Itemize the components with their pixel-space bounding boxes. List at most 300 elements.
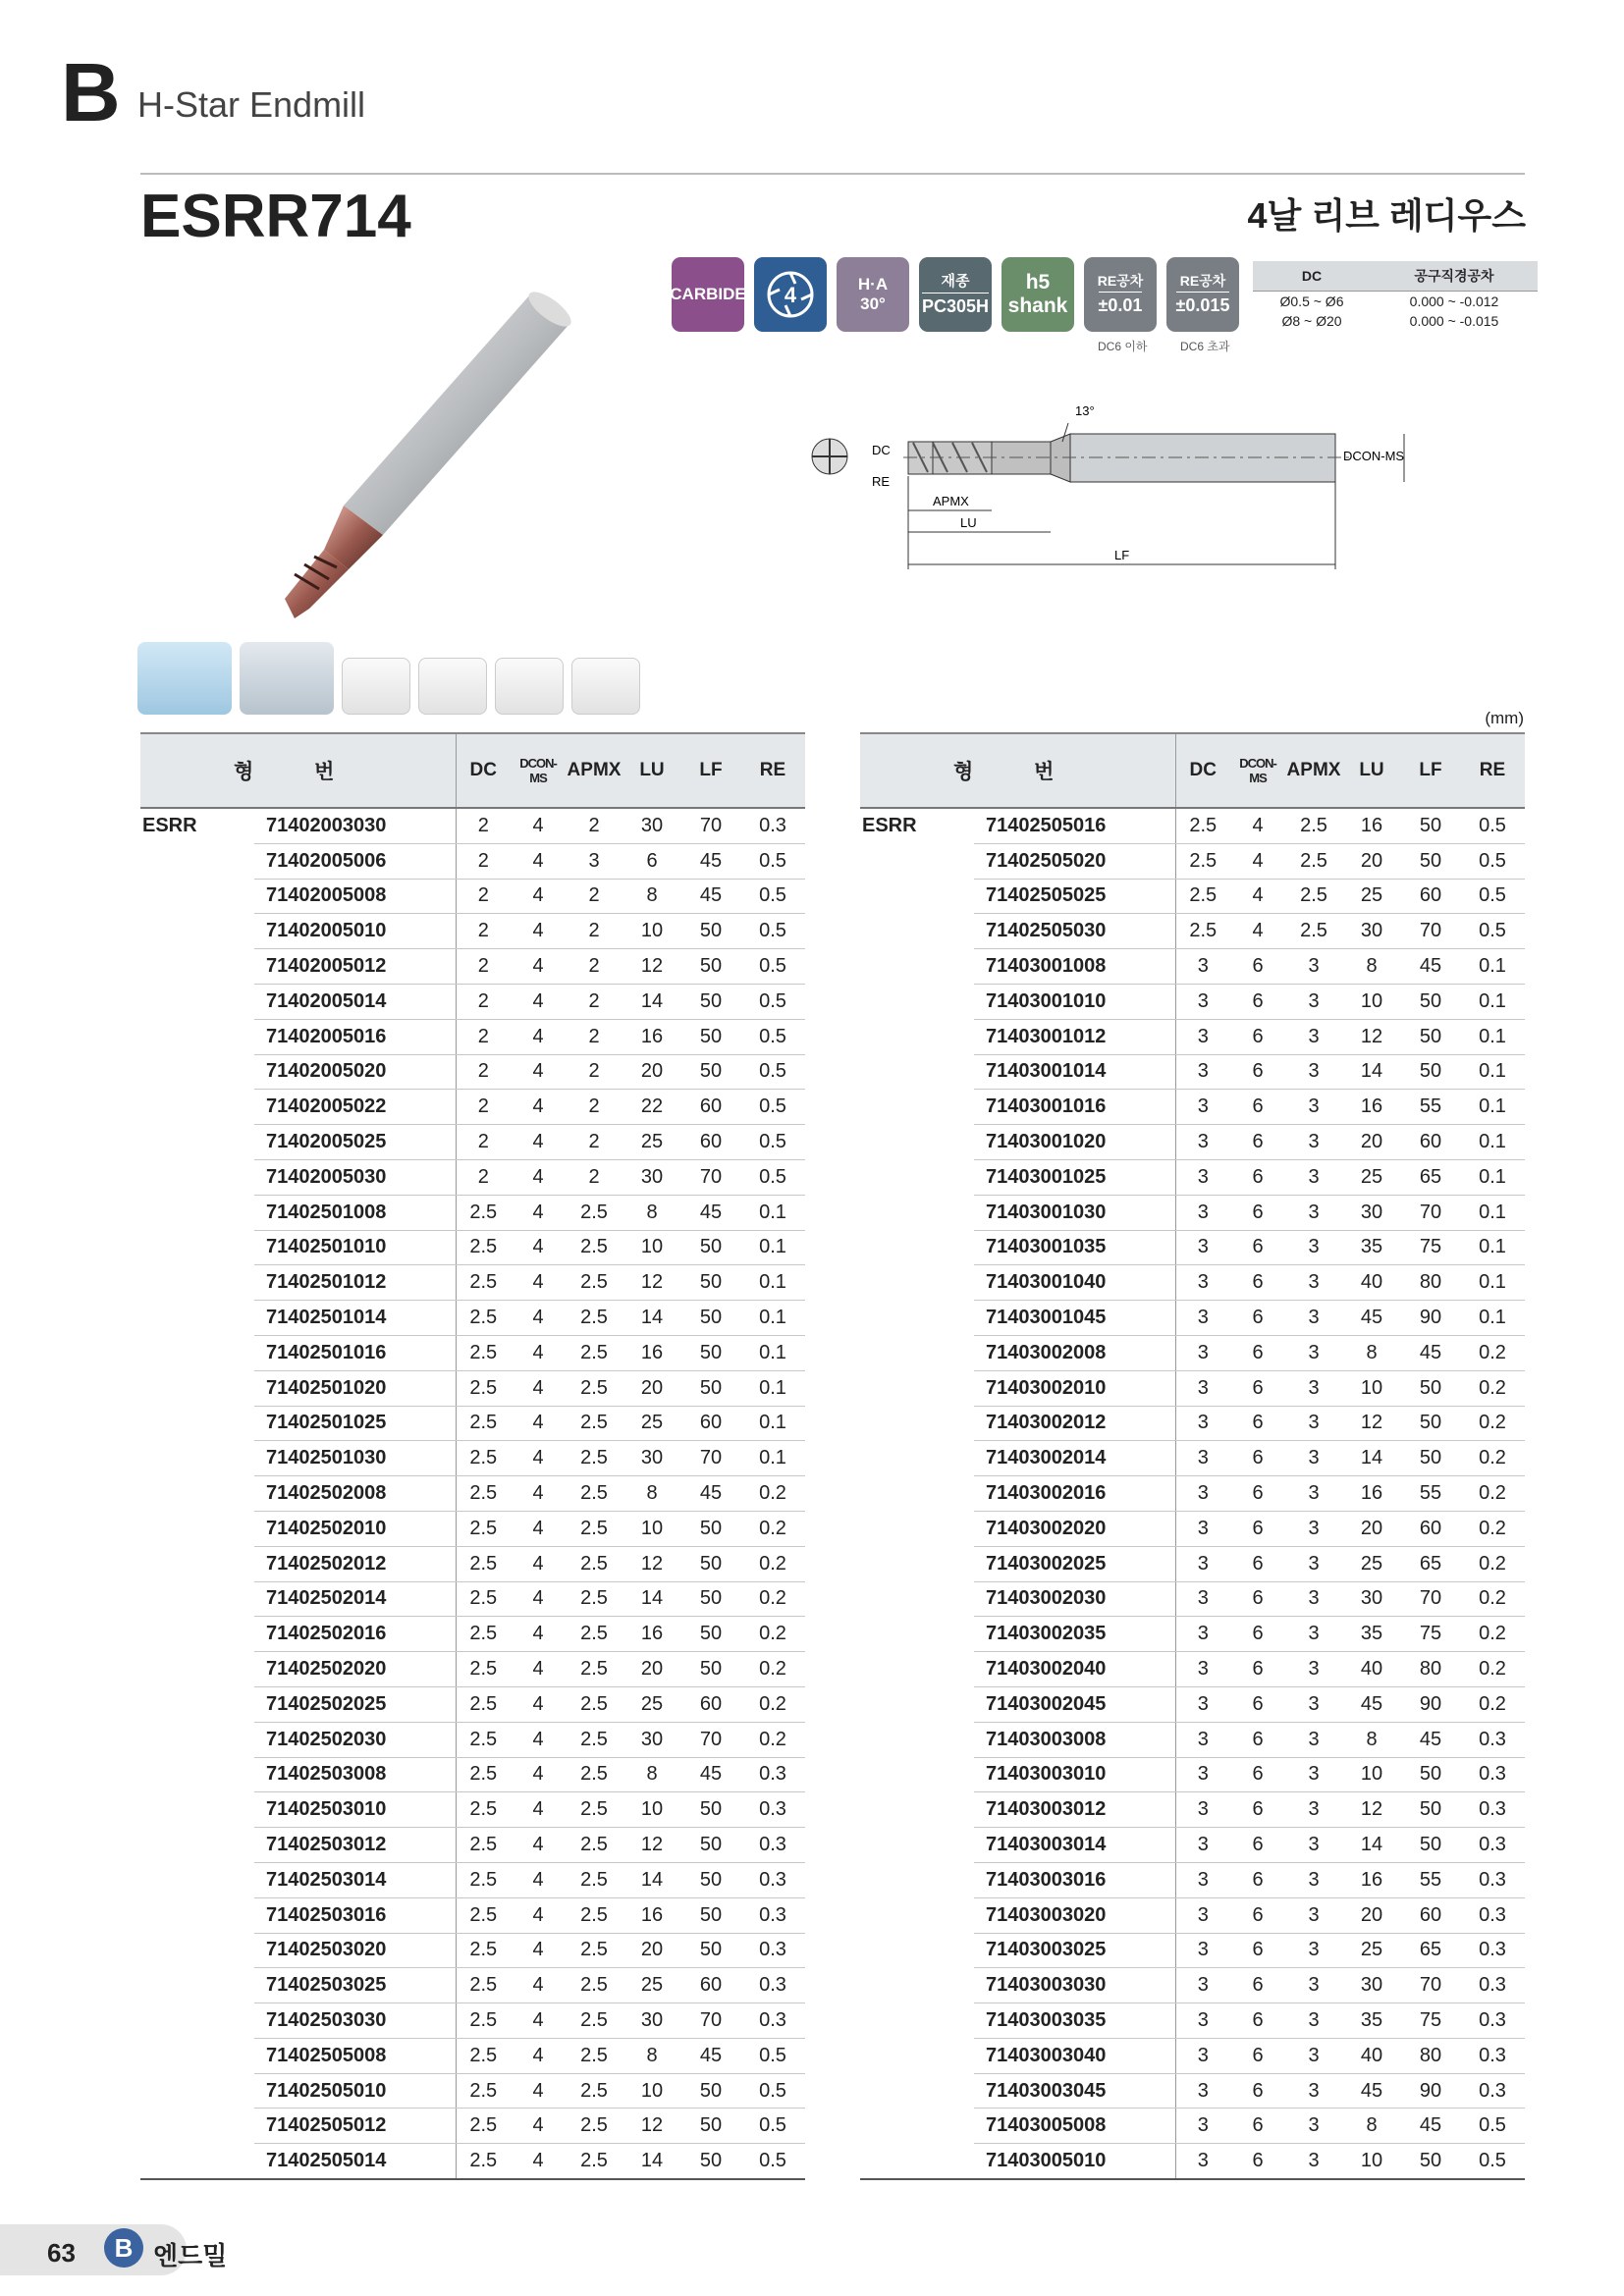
apmx-value: 3: [1285, 1968, 1342, 2003]
lu-value: 12: [623, 1546, 681, 1581]
re-value: 0.2: [740, 1546, 805, 1581]
lf-value: 55: [1401, 1862, 1460, 1897]
lu-value: 30: [623, 808, 681, 843]
lf-value: 60: [681, 1968, 740, 2003]
product-table-right: [860, 732, 1525, 2180]
series-prefix: [140, 1125, 254, 1160]
re-label: RE: [872, 474, 891, 489]
product-code: 71403002012: [974, 1406, 1175, 1441]
series-prefix: [140, 1933, 254, 1968]
lf-value: 50: [681, 1828, 740, 1863]
lf-value: 75: [1401, 1230, 1460, 1265]
apmx-value: 3: [1285, 1230, 1342, 1265]
dcon-value: 6: [1230, 2109, 1285, 2144]
series-prefix: [140, 1862, 254, 1897]
lf-value: 50: [681, 1933, 740, 1968]
dc-value: 3: [1175, 2073, 1230, 2109]
series-prefix: [140, 1019, 254, 1054]
lu-value: 40: [1342, 2038, 1401, 2073]
rib-op-icon: [571, 658, 640, 715]
product-code: 71402501010: [254, 1230, 456, 1265]
dcon-value: 4: [1230, 879, 1285, 914]
dc-value: 3: [1175, 1159, 1230, 1195]
series-prefix: [140, 1476, 254, 1512]
lu-value: 10: [1342, 984, 1401, 1019]
lu-value: 16: [1342, 1090, 1401, 1125]
dc-value: 2.5: [456, 1195, 511, 1230]
apmx-value: 3: [1285, 1792, 1342, 1828]
table-row: [860, 1230, 1525, 1265]
lu-value: 20: [623, 1054, 681, 1090]
apmx-value: 3: [1285, 1441, 1342, 1476]
table-row: [860, 1195, 1525, 1230]
product-code: 71402003030: [254, 808, 456, 843]
re-value: 0.5: [740, 1090, 805, 1125]
product-code: 71403001045: [974, 1301, 1175, 1336]
dcon-value: 6: [1230, 1125, 1285, 1160]
series-prefix: [860, 1792, 974, 1828]
series-prefix: [140, 2038, 254, 2073]
series-prefix: [860, 1828, 974, 1863]
dc-value: 2: [456, 1159, 511, 1195]
carbide-badge: CARBIDE: [672, 257, 744, 332]
table-row: [860, 1581, 1525, 1617]
col-dcon: DCON-MS: [511, 733, 566, 808]
apmx-value: 2: [566, 1090, 623, 1125]
dcon-value: 4: [511, 808, 566, 843]
re-value: 0.1: [740, 1265, 805, 1301]
dc-value: 3: [1175, 1652, 1230, 1687]
table-row: [860, 1722, 1525, 1757]
table-row: [860, 1897, 1525, 1933]
dcon-value: 6: [1230, 1335, 1285, 1370]
lf-value: 90: [1401, 2073, 1460, 2109]
re-value: 0.2: [740, 1722, 805, 1757]
apmx-value: 3: [1285, 1195, 1342, 1230]
series-prefix: [860, 1159, 974, 1195]
dc-value: 2.5: [456, 1617, 511, 1652]
lf-value: 60: [1401, 1125, 1460, 1160]
re-value: 0.5: [740, 984, 805, 1019]
lu-value: 20: [1342, 1511, 1401, 1546]
product-code: 71402501016: [254, 1335, 456, 1370]
re-note-small: DC6 이하: [1098, 340, 1148, 353]
lf-value: 50: [681, 1301, 740, 1336]
lf-value: 80: [1401, 2038, 1460, 2073]
table-row: [140, 1125, 805, 1160]
table-row: [860, 1125, 1525, 1160]
profile-op-icon: [495, 658, 564, 715]
table-row: [140, 2003, 805, 2039]
lf-value: 70: [1401, 1195, 1460, 1230]
lu-value: 30: [1342, 914, 1401, 949]
apmx-value: 3: [1285, 1757, 1342, 1792]
section-letter: B: [61, 46, 121, 138]
dc-value: 3: [1175, 984, 1230, 1019]
shank-badge: h5 shank: [1001, 257, 1074, 332]
apmx-value: 2.5: [566, 1828, 623, 1863]
product-code: 71403001014: [974, 1054, 1175, 1090]
dcon-value: 6: [1230, 1511, 1285, 1546]
apmx-value: 3: [1285, 2003, 1342, 2039]
product-code: 71403002014: [974, 1441, 1175, 1476]
tol-head-dc: DC: [1253, 261, 1371, 292]
product-code: 71402005006: [254, 843, 456, 879]
lu-value: 10: [623, 914, 681, 949]
lu-value: 22: [623, 1090, 681, 1125]
dcon-value: 4: [511, 984, 566, 1019]
lf-value: 50: [681, 2144, 740, 2179]
unit-label: (mm): [1485, 709, 1524, 727]
lu-value: 8: [623, 2038, 681, 2073]
table-row: [140, 914, 805, 949]
dcon-value: 4: [511, 1828, 566, 1863]
footer-section-badge: B: [104, 2228, 143, 2268]
product-code: 71402503016: [254, 1897, 456, 1933]
re-value: 0.1: [1460, 1230, 1525, 1265]
apmx-value: 2.5: [566, 1897, 623, 1933]
apmx-value: 3: [1285, 2144, 1342, 2179]
re-value: 0.2: [1460, 1370, 1525, 1406]
lu-value: 25: [1342, 1546, 1401, 1581]
lu-value: 10: [1342, 1370, 1401, 1406]
table-row: [140, 1581, 805, 1617]
lf-value: 45: [681, 843, 740, 879]
apmx-label: APMX: [933, 494, 969, 508]
table-row: [140, 1897, 805, 1933]
col-apmx: APMX: [566, 733, 623, 808]
lf-value: 50: [681, 1054, 740, 1090]
apmx-value: 3: [1285, 1159, 1342, 1195]
table-row: [860, 1617, 1525, 1652]
re-value: 0.2: [1460, 1476, 1525, 1512]
table-row: [140, 1406, 805, 1441]
series-name: H-Star Endmill: [137, 84, 366, 125]
lu-value: 8: [623, 1757, 681, 1792]
re-value: 0.3: [1460, 1722, 1525, 1757]
dcon-value: 4: [511, 1019, 566, 1054]
table-row: [140, 879, 805, 914]
apmx-value: 2.5: [566, 1370, 623, 1406]
re-value: 0.3: [740, 1757, 805, 1792]
re-value: 0.3: [1460, 2003, 1525, 2039]
product-code: 71402005010: [254, 914, 456, 949]
series-prefix: [140, 1792, 254, 1828]
product-code: 71402503025: [254, 1968, 456, 2003]
dc-value: 2.5: [456, 1862, 511, 1897]
dc-value: 3: [1175, 1862, 1230, 1897]
lf-value: 75: [1401, 2003, 1460, 2039]
dcon-value: 6: [1230, 1652, 1285, 1687]
dcon-value: 4: [511, 1792, 566, 1828]
series-prefix: [860, 2003, 974, 2039]
apmx-value: 2.5: [566, 1652, 623, 1687]
dcon-value: 6: [1230, 1792, 1285, 1828]
table-row: [140, 2109, 805, 2144]
table-row: [140, 1159, 805, 1195]
table-row: [860, 843, 1525, 879]
table-row: [860, 1159, 1525, 1195]
dcon-value: 6: [1230, 1933, 1285, 1968]
dc-value: 2.5: [456, 1652, 511, 1687]
re-value: 0.2: [1460, 1617, 1525, 1652]
slotting-op-icon: [240, 642, 334, 715]
lu-value: 20: [623, 1652, 681, 1687]
apmx-value: 3: [1285, 1652, 1342, 1687]
lu-value: 14: [623, 1862, 681, 1897]
lu-value: 8: [1342, 1335, 1401, 1370]
apmx-value: 2.5: [566, 1757, 623, 1792]
lu-value: 45: [1342, 1686, 1401, 1722]
table-row: [860, 1335, 1525, 1370]
dcon-value: 4: [511, 1581, 566, 1617]
dc-value: 3: [1175, 1933, 1230, 1968]
series-prefix: [140, 1230, 254, 1265]
dc-value: 2.5: [456, 1968, 511, 2003]
apmx-value: 3: [1285, 1265, 1342, 1301]
product-code: 71402502020: [254, 1652, 456, 1687]
re-value: 0.5: [740, 879, 805, 914]
product-code: 71403001030: [974, 1195, 1175, 1230]
table-row: [140, 808, 805, 843]
dc-value: 2.5: [456, 1441, 511, 1476]
dcon-value: 6: [1230, 1230, 1285, 1265]
apmx-value: 3: [1285, 1933, 1342, 1968]
product-code: 71402505008: [254, 2038, 456, 2073]
re-value: 0.1: [1460, 984, 1525, 1019]
dc-value: 3: [1175, 2109, 1230, 2144]
dc-value: 2.5: [456, 1828, 511, 1863]
product-code: 71403001035: [974, 1230, 1175, 1265]
table-row: [860, 1862, 1525, 1897]
table-row: [860, 2073, 1525, 2109]
series-prefix: [860, 2144, 974, 2179]
dc-value: 2: [456, 914, 511, 949]
series-prefix: [140, 1406, 254, 1441]
lu-value: 10: [1342, 2144, 1401, 2179]
product-code: 71403001012: [974, 1019, 1175, 1054]
table-row: [860, 2109, 1525, 2144]
lf-value: 50: [681, 1581, 740, 1617]
product-code: 71402501014: [254, 1301, 456, 1336]
product-code: 71403003014: [974, 1828, 1175, 1863]
product-code: 71402501020: [254, 1370, 456, 1406]
dcon-value: 4: [511, 2003, 566, 2039]
product-code: 71403005008: [974, 2109, 1175, 2144]
series-prefix: [860, 1476, 974, 1512]
dc-value: 2: [456, 808, 511, 843]
re-tolerance-badge-large: RE공차 ±0.015: [1166, 257, 1239, 332]
dc-value: 3: [1175, 1195, 1230, 1230]
series-prefix: [860, 1090, 974, 1125]
lf-value: 50: [681, 1652, 740, 1687]
product-code: 71403002016: [974, 1476, 1175, 1512]
lf-value: 45: [681, 1476, 740, 1512]
product-code: 71403003012: [974, 1792, 1175, 1828]
lu-value: 30: [623, 1441, 681, 1476]
table-row: [140, 843, 805, 879]
lu-value: 14: [1342, 1054, 1401, 1090]
dcon-value: 6: [1230, 1862, 1285, 1897]
table-row: [140, 1617, 805, 1652]
apmx-value: 2.5: [566, 1968, 623, 2003]
re-value: 0.2: [740, 1511, 805, 1546]
footer-category: 엔드밀: [153, 2241, 228, 2270]
dc-value: 2.5: [456, 1406, 511, 1441]
lf-value: 65: [1401, 1159, 1460, 1195]
table-row: [140, 1792, 805, 1828]
re-value: 0.2: [1460, 1546, 1525, 1581]
lu-value: 20: [1342, 1125, 1401, 1160]
dcon-value: 4: [511, 1511, 566, 1546]
apmx-value: 2.5: [566, 1230, 623, 1265]
lf-value: 50: [681, 1897, 740, 1933]
dcon-value: 6: [1230, 1054, 1285, 1090]
flute-icon: [762, 266, 819, 323]
apmx-value: 3: [1285, 1686, 1342, 1722]
series-prefix: [860, 1054, 974, 1090]
product-code: 71402502010: [254, 1511, 456, 1546]
dcon-value: 4: [511, 1370, 566, 1406]
apmx-value: 2: [566, 949, 623, 985]
series-prefix: [860, 914, 974, 949]
dcon-value: 4: [511, 843, 566, 879]
lf-value: 70: [681, 1722, 740, 1757]
lf-value: 60: [1401, 1897, 1460, 1933]
table-row: [860, 1686, 1525, 1722]
lf-value: 80: [1401, 1652, 1460, 1687]
table-row: [140, 1652, 805, 1687]
col-type: 형 번: [860, 733, 1175, 808]
series-prefix: [140, 1441, 254, 1476]
series-prefix: [860, 984, 974, 1019]
lf-value: 65: [1401, 1933, 1460, 1968]
dc-value: 2.5: [1175, 843, 1230, 879]
series-prefix: [860, 1511, 974, 1546]
product-code: 71402503012: [254, 1828, 456, 1863]
lf-value: 90: [1401, 1686, 1460, 1722]
product-code: 71403001040: [974, 1265, 1175, 1301]
dcon-value: 4: [1230, 808, 1285, 843]
dcon-value: 4: [511, 1722, 566, 1757]
series-prefix: [860, 1301, 974, 1336]
apmx-value: 3: [1285, 1897, 1342, 1933]
table-row: [140, 949, 805, 985]
helix-angle-badge: H·A 30°: [837, 257, 909, 332]
table-row: [860, 808, 1525, 843]
apmx-value: 2.5: [566, 1195, 623, 1230]
lu-value: 12: [623, 1828, 681, 1863]
dcon-value: 4: [511, 1757, 566, 1792]
flute-count-badge: [754, 257, 827, 332]
dc-value: 3: [1175, 1230, 1230, 1265]
re-value: 0.3: [740, 1933, 805, 1968]
apmx-value: 2.5: [1285, 843, 1342, 879]
re-value: 0.1: [740, 1301, 805, 1336]
lu-value: 16: [1342, 1476, 1401, 1512]
dc-value: 2.5: [456, 2073, 511, 2109]
lu-label: LU: [960, 515, 977, 530]
table-row: [860, 2144, 1525, 2179]
apmx-value: 2: [566, 914, 623, 949]
dcon-value: 4: [511, 2144, 566, 2179]
col-lf: LF: [1401, 733, 1460, 808]
lu-value: 16: [1342, 1862, 1401, 1897]
product-code: 71402502030: [254, 1722, 456, 1757]
lf-value: 45: [1401, 949, 1460, 985]
product-code: 71402505025: [974, 879, 1175, 914]
dcon-value: 4: [511, 1265, 566, 1301]
dc-value: 2.5: [456, 1546, 511, 1581]
lf-value: 50: [1401, 1792, 1460, 1828]
apmx-value: 2: [566, 984, 623, 1019]
series-prefix: [140, 1686, 254, 1722]
apmx-value: 2: [566, 1159, 623, 1195]
re-value: 0.1: [740, 1406, 805, 1441]
apmx-value: 2: [566, 808, 623, 843]
re-note-large: DC6 초과: [1180, 340, 1230, 353]
apmx-value: 3: [1285, 1301, 1342, 1336]
table-row: [860, 1019, 1525, 1054]
dcon-value: 6: [1230, 1441, 1285, 1476]
apmx-value: 3: [1285, 1511, 1342, 1546]
series-prefix: [860, 1195, 974, 1230]
lu-value: 8: [623, 879, 681, 914]
dc-value: 2.5: [456, 1897, 511, 1933]
table-row: [860, 1511, 1525, 1546]
product-code: 71403005010: [974, 2144, 1175, 2179]
series-prefix: [140, 1511, 254, 1546]
lu-value: 16: [623, 1617, 681, 1652]
lf-value: 50: [681, 1862, 740, 1897]
re-value: 0.2: [1460, 1335, 1525, 1370]
apmx-value: 3: [1285, 1019, 1342, 1054]
table-row: [860, 879, 1525, 914]
product-code: 71403003035: [974, 2003, 1175, 2039]
table-row: [860, 1054, 1525, 1090]
lu-value: 40: [1342, 1652, 1401, 1687]
product-code: 71403003020: [974, 1897, 1175, 1933]
lu-value: 12: [1342, 1019, 1401, 1054]
product-code: 71402005025: [254, 1125, 456, 1160]
dc-value: 3: [1175, 949, 1230, 985]
series-prefix: [860, 2109, 974, 2144]
series-prefix: [140, 843, 254, 879]
re-value: 0.5: [740, 1054, 805, 1090]
re-value: 0.5: [1460, 914, 1525, 949]
product-code: 71402502008: [254, 1476, 456, 1512]
dcon-value: 4: [511, 1159, 566, 1195]
lu-value: 10: [623, 2073, 681, 2109]
product-code: 71402502016: [254, 1617, 456, 1652]
lf-value: 70: [681, 2003, 740, 2039]
apmx-value: 2.5: [566, 1546, 623, 1581]
dcon-value: 4: [511, 1090, 566, 1125]
lf-value: 60: [1401, 1511, 1460, 1546]
dc-value: 3: [1175, 1090, 1230, 1125]
re-value: 0.2: [740, 1686, 805, 1722]
dc-value: 3: [1175, 2144, 1230, 2179]
lf-value: 80: [1401, 1265, 1460, 1301]
re-value: 0.5: [1460, 2144, 1525, 2179]
product-code: 71403002008: [974, 1335, 1175, 1370]
lf-value: 50: [681, 2109, 740, 2144]
series-prefix: [140, 1159, 254, 1195]
series-prefix: [140, 1757, 254, 1792]
lu-value: 12: [1342, 1406, 1401, 1441]
re-value: 0.3: [740, 2003, 805, 2039]
re-value: 0.3: [1460, 1828, 1525, 1863]
